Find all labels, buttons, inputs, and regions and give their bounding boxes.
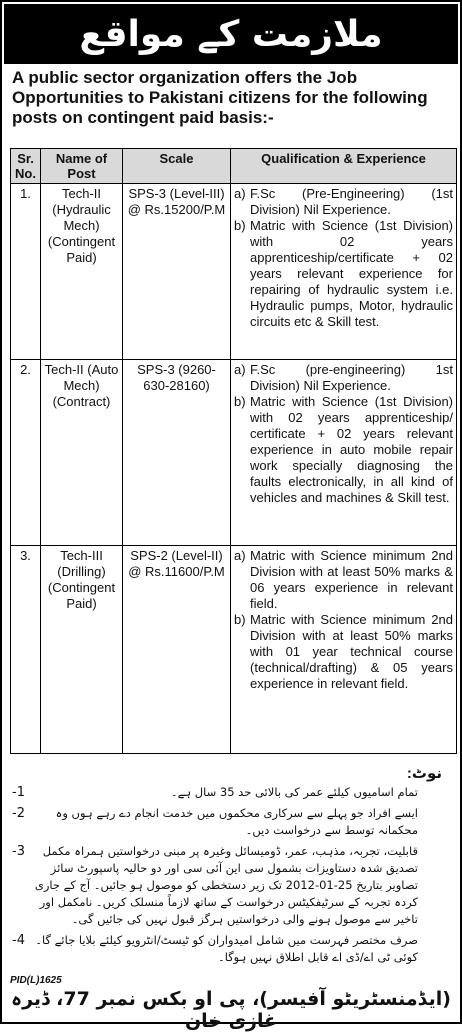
cell-qualification [231, 184, 457, 360]
cell-post-name: Tech-II (Auto Mech) (Contract) [41, 360, 123, 546]
qualification-text: Matric with Science minimum 2nd Division with at least 50% marks & 06 years experience in relevant field. [250, 548, 453, 611]
note-number: -2 [12, 806, 25, 821]
page-title: ملازمت کے مواقع [79, 13, 383, 55]
notes-list [12, 784, 452, 970]
column-header: Qualification & Experience [231, 149, 457, 184]
notes-heading: نوٹ: [406, 765, 442, 782]
note-number: -3 [12, 844, 25, 859]
intro-text: A public sector organization offers the Job Opportunities to Pakistani citizens for the following posts on contingent paid basis:- [12, 68, 428, 127]
cell-post-name: Tech-III (Drilling) (Contingent Paid) [41, 546, 123, 754]
note-number: -1 [12, 785, 25, 800]
qualification-text: F.Sc (Pre-Engineering) (1st Division) Nil Experience. [250, 186, 453, 217]
table-row [11, 184, 457, 360]
qualification-item [234, 218, 453, 330]
qualification-item [234, 612, 453, 692]
qualification-text: Matric with Science (1st Division) with 02 years apprenticeship/ certificate + 02 years relevant experience in auto mobile repair work specially diagnosing the faults electronically, in all kind of vehicles and machines & Skill test. [250, 394, 453, 505]
cell-sr-no: 3. [11, 546, 41, 754]
note-text: تمام اسامیوں کیلئے عمر کی بالائی حد 35 سال ہے۔ [170, 785, 418, 799]
cell-sr-no: 1. [11, 184, 41, 360]
cell-post-name: Tech-II (Hydraulic Mech) (Contingent Paid) [41, 184, 123, 360]
qualification-text: Matric with Science (1st Division) with 02 years apprenticeship/certificate + 02 years relevant experience for repairing of hydraulic system i.e. Hydraulic pumps, Motor, hydraulic circuits etc & Skill test. [250, 218, 453, 329]
qualification-letter: a) [234, 548, 246, 563]
table-row [11, 360, 457, 546]
cell-qualification [231, 360, 457, 546]
cell-scale: SPS-2 (Level-II) @ Rs.11600/P.M [123, 546, 231, 754]
pid-code: PID(L)1625 [10, 975, 62, 986]
note-text: قابلیت، تجربہ، مذہب، عمر، ڈومیسائل وغیرہ پر مبنی درخواستیں ہمراہ مکمل تصدیق شدہ دستاویزات بشمول سی این آئی سی اور دو حالیہ پاسپورٹ سائز تصاویر بتاریخ 25-01-2012 تک زیر دستخطی کو موصول ہو جائیں۔ آج کے جاری کردہ تجربہ کے سرٹیفکیٹس درخواست کے ساتھ لازماً منسلک کریں۔ نامکمل اور تاخیر سے موصول ہونے والی درخواستیں ہرگز قبول نہیں کی جائیں گی۔ [34, 844, 418, 926]
header-bar [4, 4, 458, 64]
column-header: Sr. No. [11, 149, 41, 184]
qualification-letter: b) [234, 394, 246, 409]
note-item [12, 843, 452, 928]
qualification-item [234, 186, 453, 218]
qualification-letter: b) [234, 218, 246, 233]
cell-sr-no: 2. [11, 360, 41, 546]
note-text: صرف مختصر فہرست میں شامل امیدواران کو ٹیسٹ/انٹرویو کیلئے بلایا جائے گا۔ کوئی ٹی اے/ڈی اے قابل اطلاق نہیں ہوگا۔ [35, 933, 418, 964]
qualification-text: Matric with Science minimum 2nd Division with at least 50% marks with 01 year technical course (technical/drafting) & 05 years experience in relevant field. [250, 612, 453, 691]
cell-scale: SPS-3 (Level-III) @ Rs.15200/P.M [123, 184, 231, 360]
note-item [12, 932, 452, 966]
note-item [12, 784, 452, 801]
qualification-letter: a) [234, 362, 246, 377]
table-row [11, 546, 457, 754]
table-header-row [11, 149, 457, 184]
cell-qualification [231, 546, 457, 754]
qualification-letter: a) [234, 186, 246, 201]
note-item [12, 805, 452, 839]
qualification-letter: b) [234, 612, 246, 627]
qualification-item [234, 548, 453, 612]
note-number: -4 [12, 933, 25, 948]
cell-scale: SPS-3 (9260-630-28160) [123, 360, 231, 546]
posts-table [10, 148, 457, 754]
note-text: ایسے افراد جو پہلے سے سرکاری محکموں میں خدمت انجام دے رہے ہوں وہ محکمانہ توسط سے درخواست دیں۔ [55, 806, 418, 837]
column-header: Name of Post [41, 149, 123, 184]
qualification-text: F.Sc (pre-engineering) 1st Division) Nil Experience. [250, 362, 453, 393]
qualification-item [234, 362, 453, 394]
contact-address: (ایڈمنسٹریٹو آفیسر)، پی او بکس نمبر 77، ڈیرہ غازی خان [10, 988, 451, 1032]
column-header: Scale [123, 149, 231, 184]
qualification-item [234, 394, 453, 506]
